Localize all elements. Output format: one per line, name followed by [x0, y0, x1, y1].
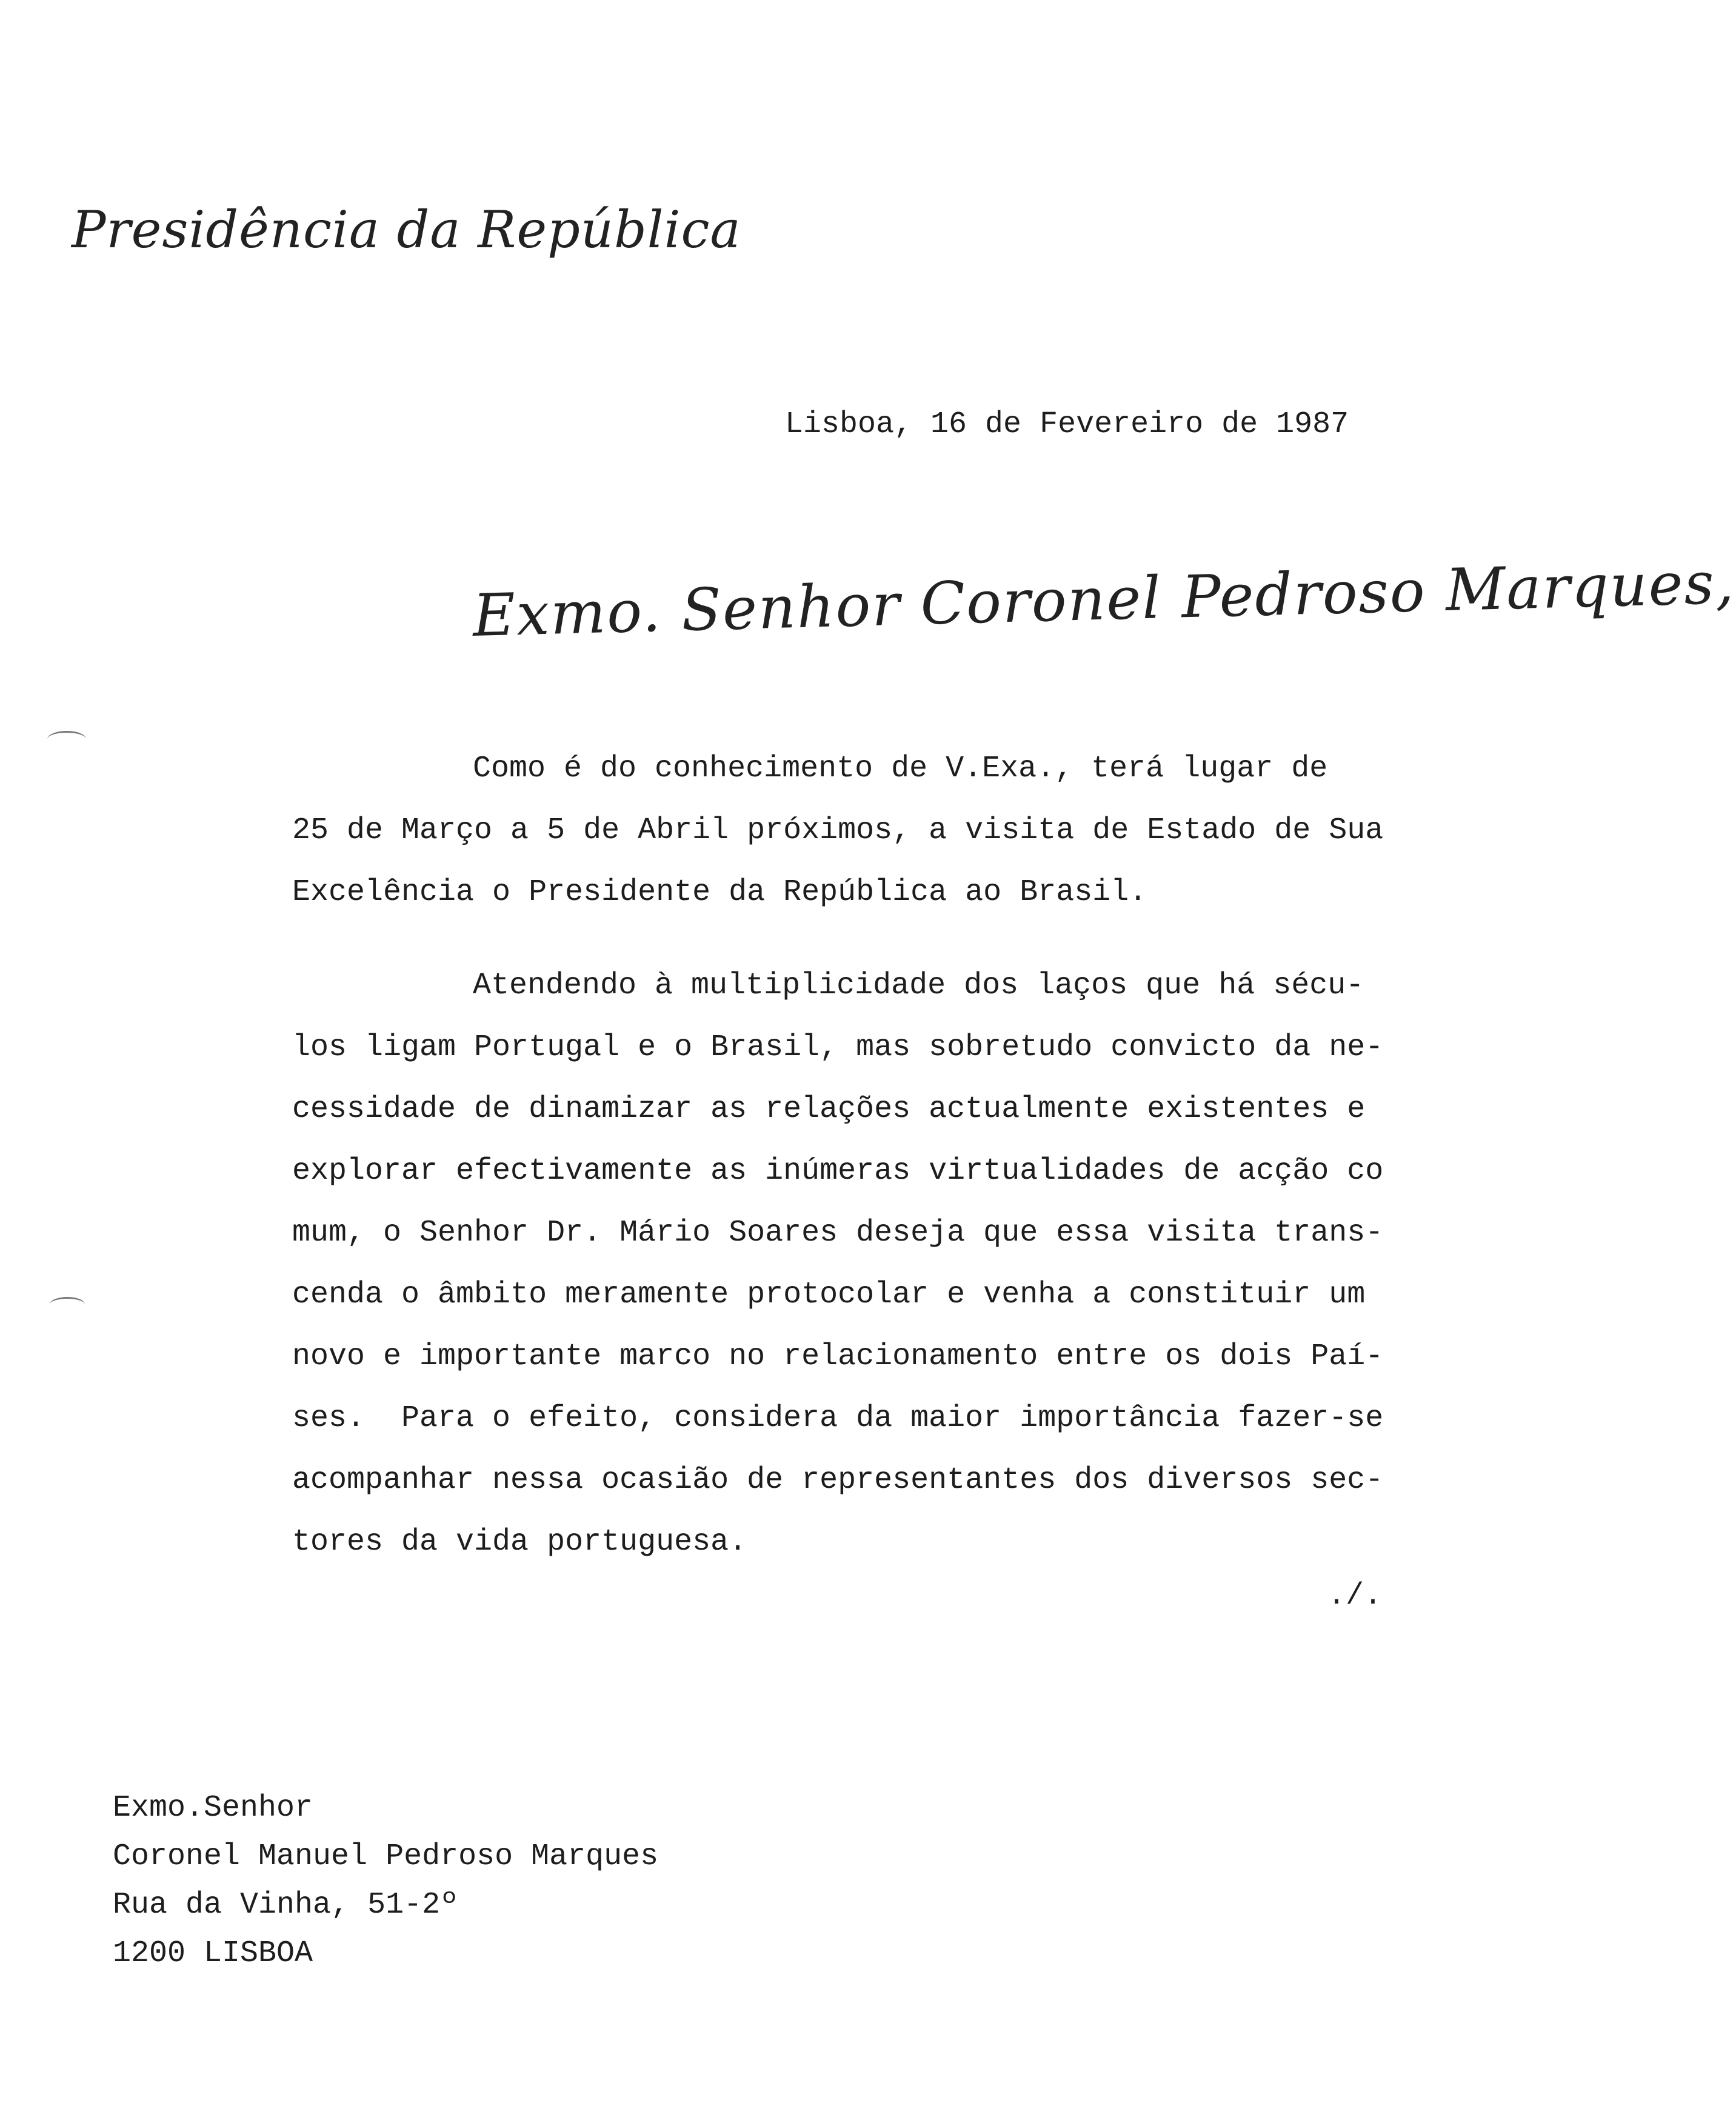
punch-hole-mark	[47, 731, 86, 747]
handwritten-salutation: Exmo. Senhor Coronel Pedroso Marques,	[472, 548, 1736, 650]
body-line: cessidade de dinamizar as relações actualmente existentes e	[292, 1092, 1366, 1127]
address-line: 1200 LISBOA	[113, 1936, 313, 1971]
body-line: ses. Para o efeito, considera da maior importância fazer-se	[292, 1401, 1384, 1436]
address-line: Rua da Vinha, 51-2º	[113, 1888, 459, 1922]
body-line: cenda o âmbito meramente protocolar e venha a constituir um	[292, 1278, 1366, 1312]
body-line: tores da vida portuguesa.	[292, 1525, 747, 1559]
body-line: novo e importante marco no relacionamento entre os dois Paí-	[292, 1339, 1384, 1374]
date-line: Lisboa, 16 de Fevereiro de 1987	[785, 407, 1349, 442]
body-line: acompanhar nessa ocasião de representantes dos diversos sec-	[292, 1463, 1384, 1498]
address-line: Exmo.Senhor	[113, 1791, 313, 1825]
body-line: los ligam Portugal e o Brasil, mas sobretudo convicto da ne-	[292, 1030, 1384, 1065]
body-line: mum, o Senhor Dr. Mário Soares deseja que essa visita trans-	[292, 1216, 1384, 1250]
body-line: explorar efectivamente as inúmeras virtualidades de acção co	[292, 1154, 1384, 1188]
address-line: Coronel Manuel Pedroso Marques	[113, 1839, 659, 1874]
body-line: 25 de Março a 5 de Abril próximos, a visita de Estado de Sua	[292, 813, 1384, 848]
body-line: Como é do conhecimento de V.Exa., terá lugar de	[473, 751, 1328, 786]
body-line: Excelência o Presidente da República ao Brasil.	[292, 875, 1147, 910]
punch-hole-mark	[50, 1297, 85, 1312]
continuation-mark: ./.	[1327, 1579, 1383, 1613]
body-line: Atendendo à multiplicidade dos laços que há sécu-	[473, 968, 1364, 1003]
letterhead: Presidência da República	[72, 200, 741, 259]
